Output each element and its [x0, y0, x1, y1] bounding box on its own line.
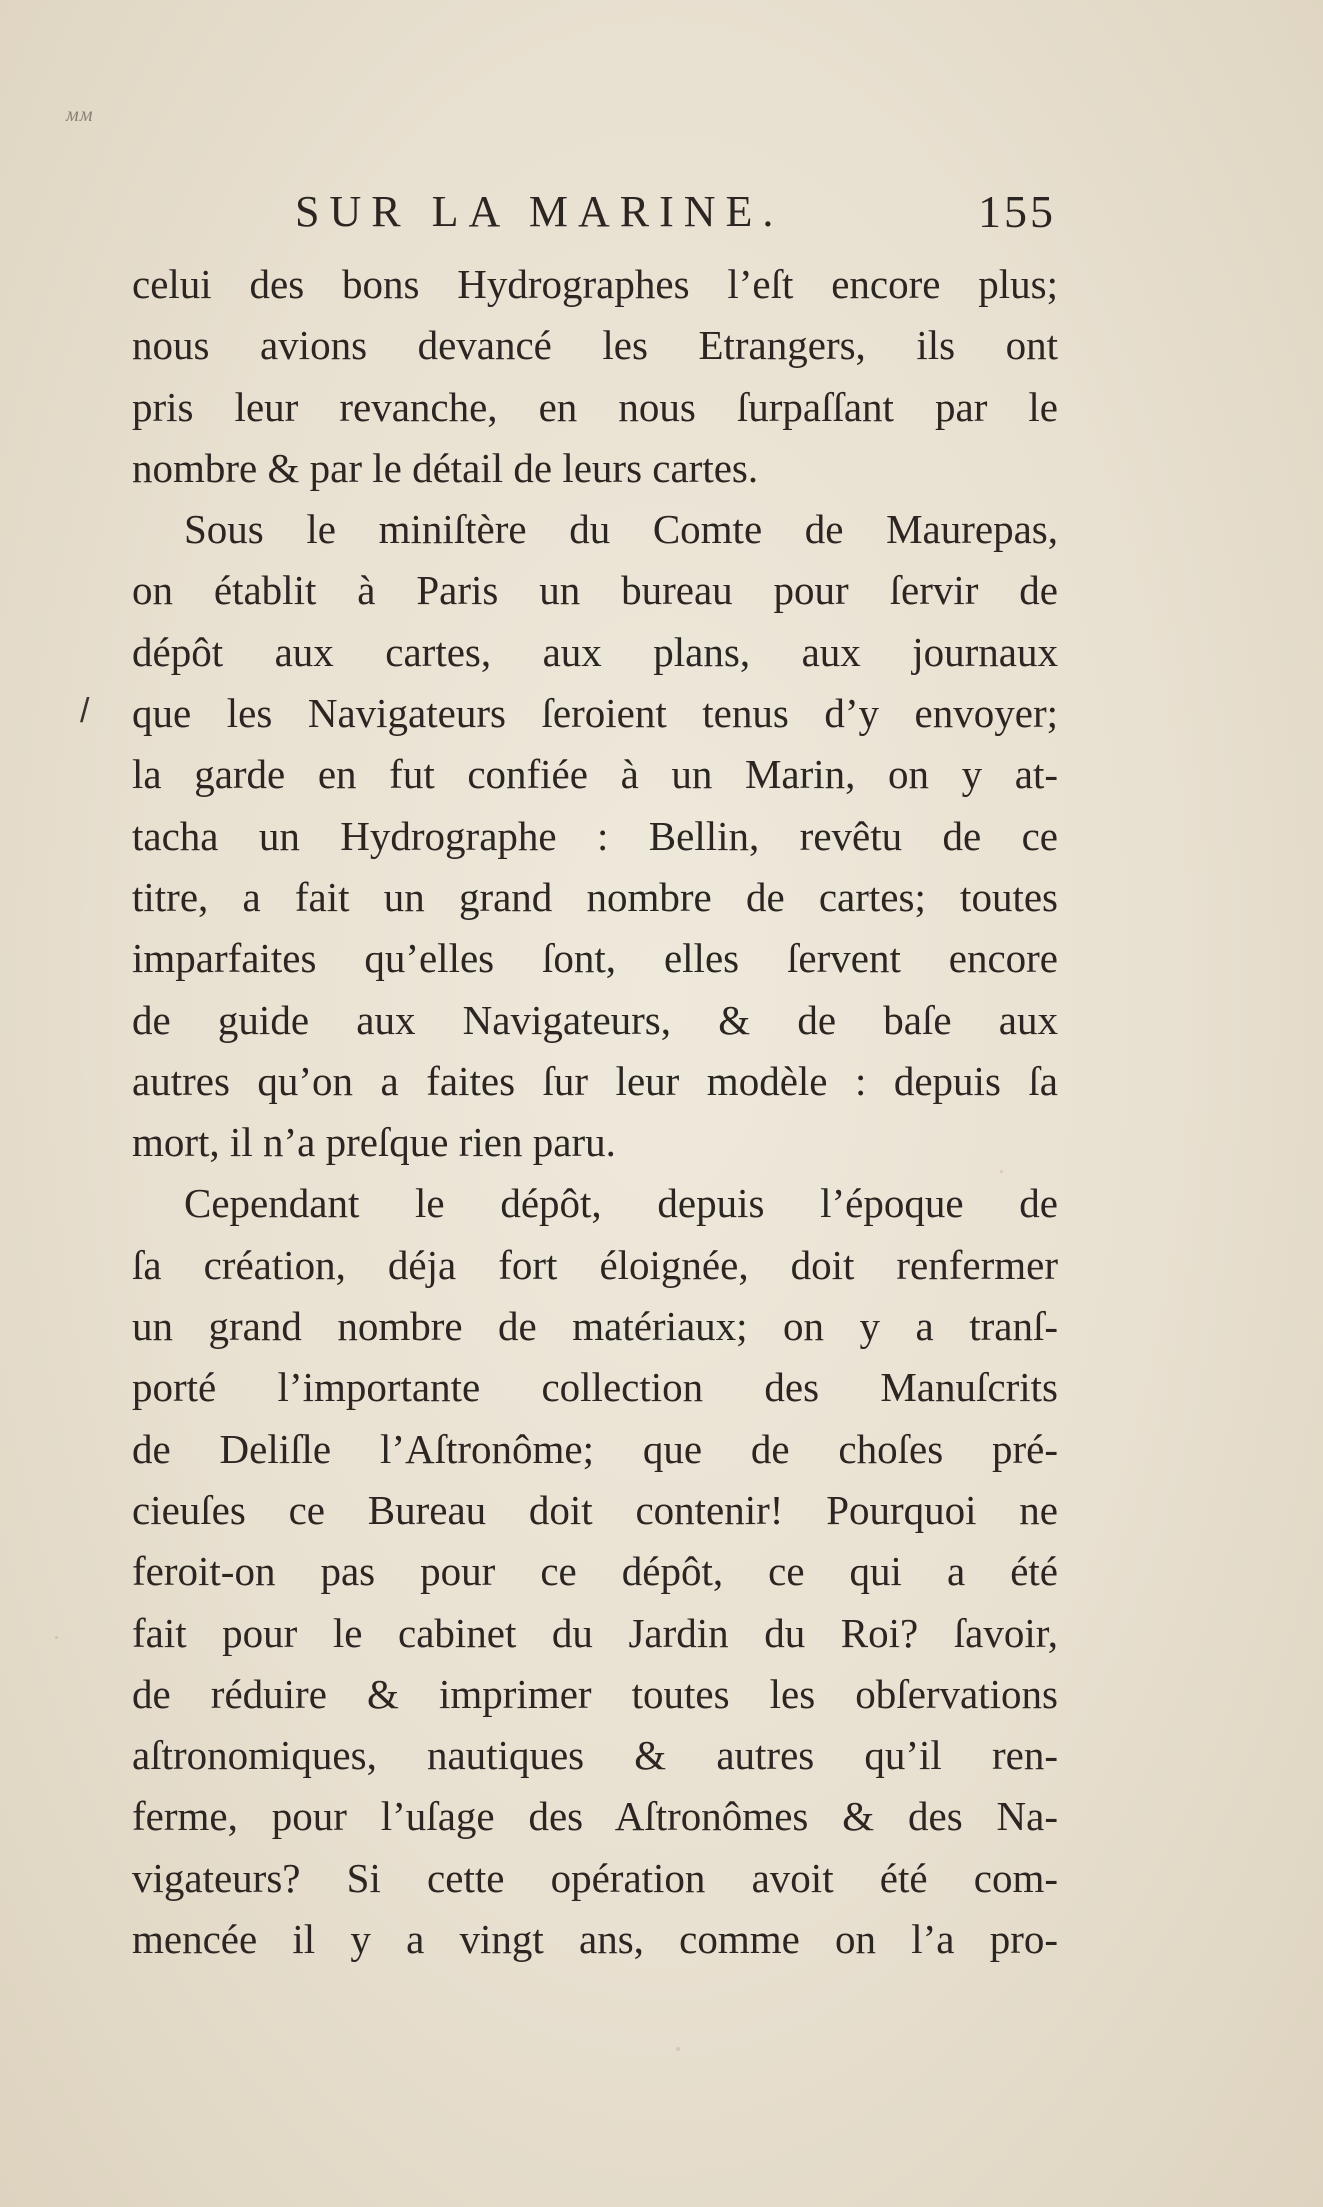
paper-speck	[55, 1636, 58, 1639]
text-line: celui des bons Hydrographes l’eſt encore plus;	[132, 261, 1058, 307]
text-line: fait pour le cabinet du Jardin du Roi? ſavoir,	[132, 1609, 1058, 1656]
text-line: vigateurs? Si cette opération avoit été com-	[132, 1854, 1058, 1901]
text-line: que les Navigateurs ſeroient tenus d’y envoyer;	[132, 690, 1058, 737]
page-number: 155	[978, 186, 1056, 237]
margin-slash-mark: /	[80, 692, 90, 730]
text-line: ſa création, déja fort éloignée, doit renfermer	[132, 1241, 1058, 1288]
body-text	[132, 254, 1058, 1970]
text-line: titre, a fait un grand nombre de cartes; toutes	[132, 873, 1058, 920]
text-line: nombre & par le détail de leurs cartes.	[132, 444, 759, 491]
text-line: la garde en fut confiée à un Marin, on y at-	[132, 751, 1058, 798]
text-line: de réduire & imprimer toutes les obſervations	[132, 1670, 1058, 1717]
text-line: on établit à Paris un bureau pour ſervir de	[132, 567, 1058, 614]
text-line: autres qu’on a faites ſur leur modèle : depuis ſa	[132, 1057, 1058, 1104]
text-line: feroit-on pas pour ce dépôt, ce qui a été	[132, 1548, 1058, 1595]
paper-speck	[676, 2047, 680, 2051]
text-line: un grand nombre de matériaux; on y a tranſ-	[132, 1303, 1058, 1350]
text-line: ferme, pour l’uſage des Aſtronômes & des Na-	[132, 1793, 1058, 1840]
text-line: porté l’importante collection des Manuſcrits	[132, 1364, 1058, 1411]
text-line: Sous le miniſtère du Comte de Maurepas,	[184, 506, 1058, 553]
text-line: mort, il n’a preſque rien paru.	[132, 1119, 616, 1166]
text-line: tacha un Hydrographe : Bellin, revêtu de ce	[132, 812, 1058, 859]
text-line: aſtronomiques, nautiques & autres qu’il ren-	[132, 1732, 1058, 1779]
text-line: imparfaites qu’elles ſont, elles ſervent encore	[132, 935, 1058, 982]
running-head: SUR LA MARINE.	[295, 187, 784, 236]
text-line: nous avions devancé les Etrangers, ils ont	[132, 322, 1058, 369]
text-line: pris leur revanche, en nous ſurpaſſant par le	[132, 383, 1058, 430]
text-line: Cependant le dépôt, depuis l’époque de	[184, 1180, 1058, 1227]
margin-annotation: мм	[66, 104, 94, 126]
text-line: de Deliſle l’Aſtronôme; que de choſes pré-	[132, 1425, 1058, 1472]
text-line: dépôt aux cartes, aux plans, aux journaux	[132, 628, 1058, 675]
text-line: cieuſes ce Bureau doit contenir! Pourquoi ne	[132, 1486, 1058, 1533]
text-line: mencée il y a vingt ans, comme on l’a pro-	[132, 1916, 1058, 1963]
text-line: de guide aux Navigateurs, & de baſe aux	[132, 996, 1058, 1043]
